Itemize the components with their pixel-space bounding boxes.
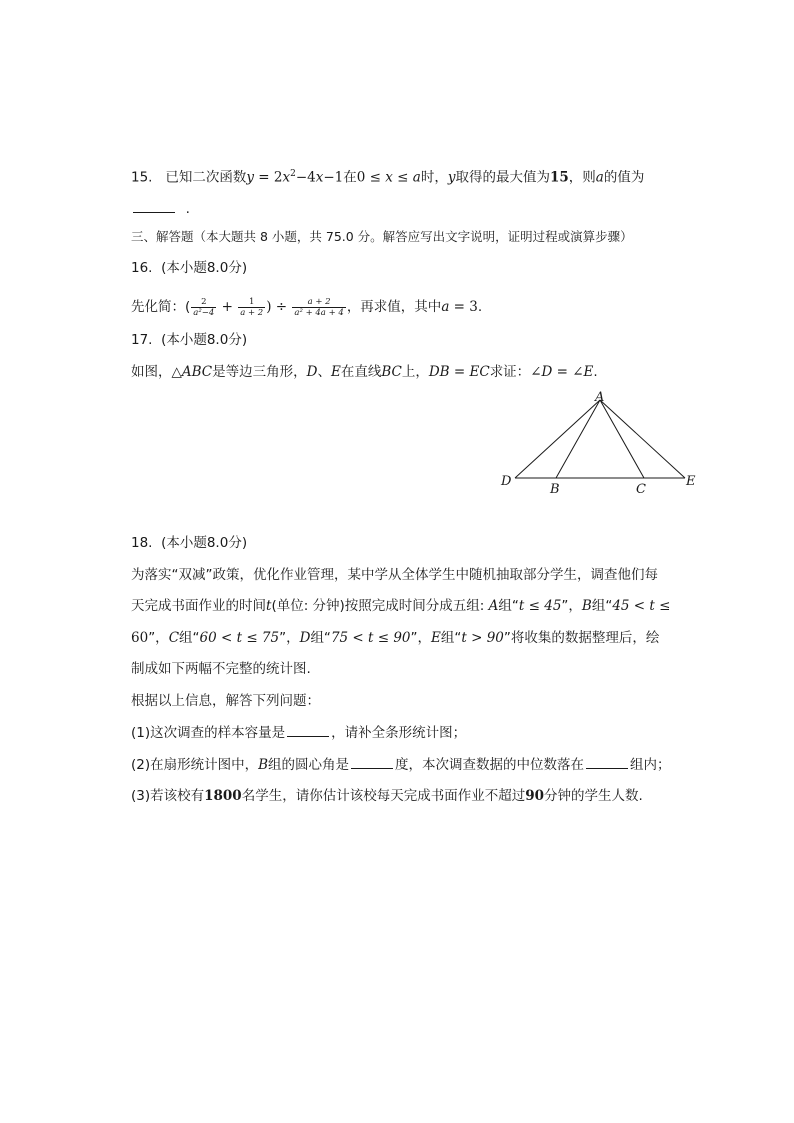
q18-sub-3: (3)若该校有1800名学生，请你估计该校每天完成书面作业不超过90分钟的学生人数. bbox=[131, 788, 643, 804]
q18-sub2-group-blank[interactable] bbox=[586, 754, 628, 769]
q17-score: (本小题8.0分) bbox=[161, 332, 248, 348]
q15-answer-blank[interactable] bbox=[133, 198, 175, 213]
q18-score: (本小题8.0分) bbox=[161, 535, 248, 551]
q18-sub-2: (2)在扇形统计图中，B组的圆心角是 度，本次调查数据的中位数落在 组内； bbox=[131, 754, 671, 775]
q18-paragraph-1: 为落实“双减”政策，优化作业管理，某中学从全体学生中随机抽取部分学生，调查他们每 bbox=[131, 567, 658, 583]
label-c: C bbox=[636, 482, 646, 497]
q18-paragraph-4: 制成如下两幅不完整的统计图. bbox=[131, 661, 311, 677]
q15-answer-line: . bbox=[131, 198, 190, 219]
label-d: D bbox=[501, 474, 512, 489]
triangle-figure bbox=[495, 385, 705, 500]
q18-header bbox=[131, 533, 247, 553]
line-ad bbox=[515, 400, 600, 478]
q16-fraction-3: $\frac{a + 2}{\text{a² + 4a + 4}}$ bbox=[294, 296, 344, 318]
q16-fraction-1: $\frac{2}{\text{a²−4}}$ bbox=[193, 296, 215, 318]
q15-line: 15. 已知二次函数$y = 2x^2-4x-1$在0 ≤ x ≤ a时，y取得的最大值为15，则a的值为 bbox=[131, 169, 645, 186]
q16-fraction-2: $\frac{1}{a + 2}$ bbox=[240, 296, 264, 318]
q17-number: 17. bbox=[131, 332, 153, 348]
q16-score: (本小题8.0分) bbox=[161, 260, 248, 276]
line-ae bbox=[600, 400, 685, 478]
section-heading: 三、解答题（本大题共 8 小题，共 75.0 分。解答应写出文字说明，证明过程或演算步骤） bbox=[131, 229, 633, 244]
q18-paragraph-3: 60”，C组“60 < t ≤ 75”，D组“75 < t ≤ 90”，E组“t > 90”将收集的数据整理后，绘 bbox=[131, 630, 660, 646]
q17-header bbox=[131, 330, 247, 350]
label-e: E bbox=[686, 474, 696, 489]
q18-paragraph-2: 天完成书面作业的时间t(单位: 分钟)按照完成时间分成五组: A组“t ≤ 45”，B组“45 < t ≤ bbox=[131, 598, 671, 614]
label-b: B bbox=[550, 482, 560, 497]
label-a: A bbox=[595, 390, 605, 405]
q18-sub1-blank[interactable] bbox=[287, 722, 329, 737]
q18-paragraph-5: 根据以上信息，解答下列问题： bbox=[131, 693, 320, 709]
q16-body: 先化简：( $\frac{2}{\text{a²−4}}$ + $\frac{1}{a + 2}$ ) ÷ $\frac{a + 2}{\text{a² + 4a + 4}}$ ，再求值，其中a = 3. bbox=[131, 296, 483, 318]
line-ab bbox=[556, 400, 600, 478]
q18-number: 18. bbox=[131, 535, 153, 551]
q18-sub-1: (1)这次调查的样本容量是 ，请补全条形统计图； bbox=[131, 722, 466, 743]
q18-sub2-angle-blank[interactable] bbox=[351, 754, 393, 769]
q16-header bbox=[131, 258, 247, 278]
q16-number: 16. bbox=[131, 260, 153, 276]
line-ac bbox=[600, 400, 644, 478]
q17-body: 如图，△ABC是等边三角形，D、E在直线BC上，DB = EC求证：∠D = ∠E. bbox=[131, 364, 598, 380]
q15-number: 15. bbox=[131, 169, 153, 186]
